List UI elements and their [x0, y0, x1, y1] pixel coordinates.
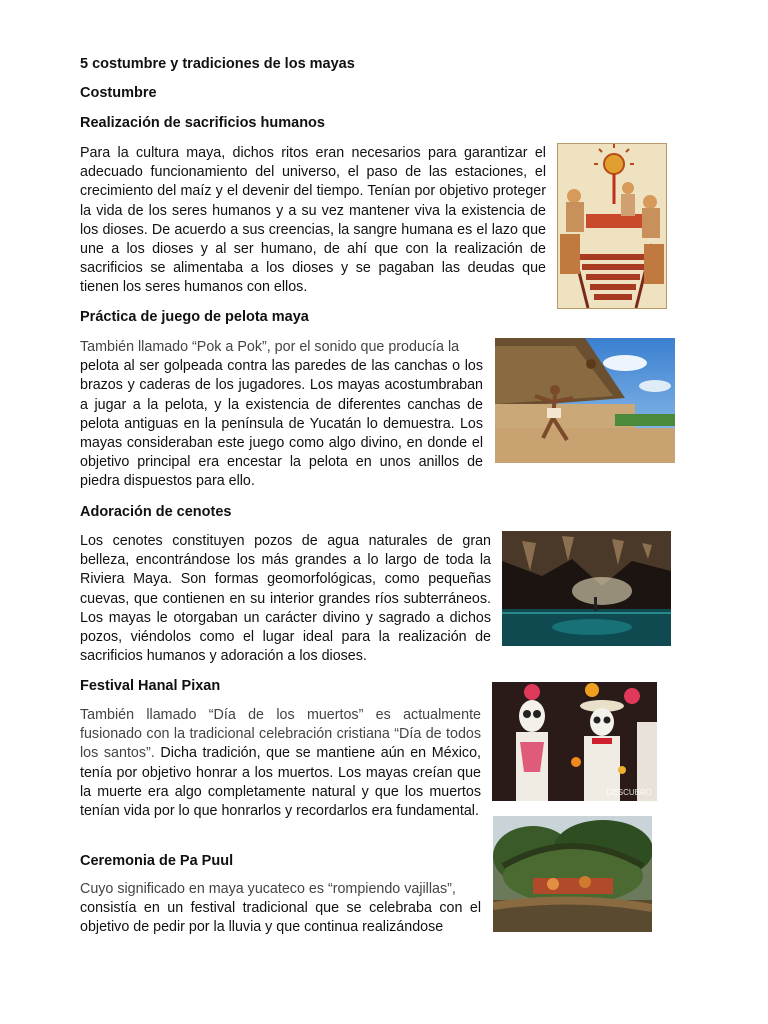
heading-sacrificios: Realización de sacrificios humanos	[80, 115, 325, 131]
heading-cenotes: Adoración de cenotes	[80, 504, 232, 520]
paragraph-juego-pelota-body: pelota al ser golpeada contra las paredes de las canchas o los brazos y caderas de los jugadores. Los mayas acostumbraban a jugar a la pelota, y la existencia de diferentes canchas de pelota antiguas en la península de Yucatán lo demuestra. Los mayas consideraban este juego como algo divino, en donde el objetivo principal era encestar la pelota en unos anillos de piedra dispuestos para ello.	[80, 358, 483, 490]
ball-game-image	[495, 338, 675, 463]
paragraph-cenotes: Los cenotes constituyen pozos de agua naturales de gran belleza, encontrándose los más grandes a lo largo de toda la Riviera Maya. Son formas geomorfológicas, como pequeñas cuevas, que contienen en su interior grandes ríos subterráneos. Los mayas le otorgaban un carácter divino y sagrado a dichos pozos, viéndolos como el lugar ideal para la realización de sacrificios humanos y adoración a los dioses.	[80, 533, 491, 665]
paragraph-pa-puul	[80, 880, 481, 938]
heading-pa-puul: Ceremonia de Pa Puul	[80, 853, 234, 869]
heading-juego-pelota: Práctica de juego de pelota maya	[80, 309, 309, 325]
paragraph-hanal-pixan-body: Dicha tradición, que se mantiene aún en México, tenía por objetivo honrar a los muertos. Los mayas creían que la muerte era algo completamente natural y que los muertos tenían vida por lo que honrarlos y recordarlos era fundamental.	[80, 745, 481, 820]
pa-puul-image	[493, 816, 652, 932]
paragraph-juego-pelota	[80, 338, 483, 492]
paragraph-hanal-pixan-lead: También llamado “Día de los muertos” es actualmente fusionado con la tradicional celebración cristiana “Día de todos los santos”.	[80, 707, 481, 762]
paragraph-juego-pelota-lead: También llamado “Pok a Pok”, por el sonido que producía la	[80, 339, 460, 355]
paragraph-pa-puul-lead: Cuyo significado en maya yucateco es “rompiendo vajillas”,	[80, 881, 456, 897]
codex-sacrifice-image	[557, 143, 667, 309]
cenote-image	[502, 531, 671, 646]
paragraph-pa-puul-body: consistía en un festival tradicional que se celebraba con el objetivo de pedir por la lluvia y que continua realizándose	[80, 900, 481, 936]
heading-hanal-pixan: Festival Hanal Pixan	[80, 678, 221, 694]
paragraph-sacrificios: Para la cultura maya, dichos ritos eran necesarios para garantizar el adecuado funcionamiento del universo, el paso de las estaciones, el crecimiento del maíz y el devenir del tiempo. Tenían por objetivo proteger la vida de los seres humanos y a su vez mantener viva la existencia de los dioses. De acuerdo a sus creencias, la sangre humana es el lazo que une a los dioses y al ser humano, de ahí que con la realización de sacrificios se alimentaba a los dioses y se pagaban las deudas que tienen los seres humanos con ellos.	[80, 145, 546, 296]
document-title: 5 costumbre y tradiciones de los mayas	[80, 56, 355, 72]
svg-text:DESCUBRO: DESCUBRO	[606, 788, 652, 797]
hanal-pixan-image	[492, 682, 657, 801]
section-heading-costumbre: Costumbre	[80, 85, 157, 101]
paragraph-hanal-pixan	[80, 706, 481, 821]
